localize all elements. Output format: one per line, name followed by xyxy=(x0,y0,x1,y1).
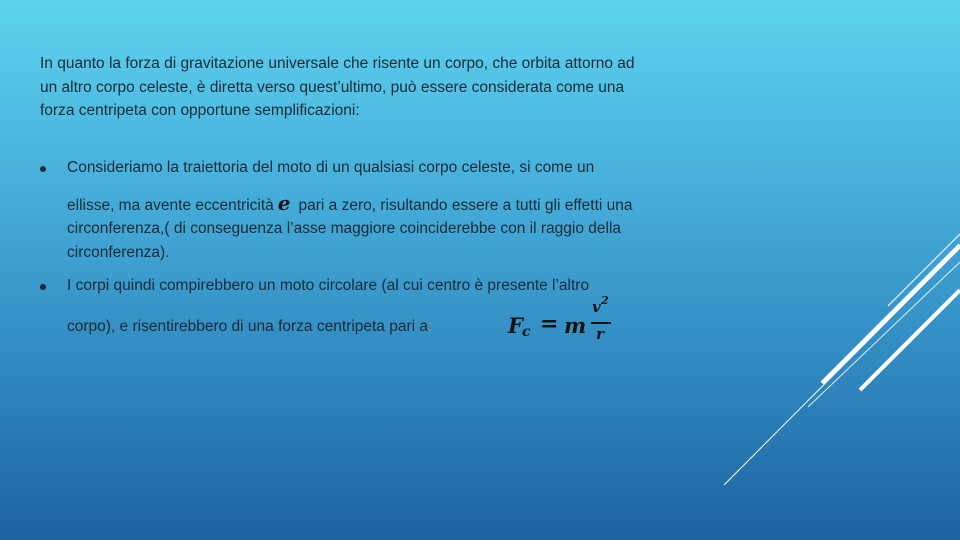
formula-denominator: r xyxy=(596,325,604,343)
formula-force-symbol: F xyxy=(508,313,523,338)
deco-line-thin xyxy=(808,262,960,407)
colon-mark: : xyxy=(428,317,433,335)
eccentricity-symbol: e xyxy=(277,190,291,215)
deco-line-thin xyxy=(724,248,960,485)
formula-exponent: 2 xyxy=(601,294,609,307)
deco-line-thick xyxy=(860,290,960,390)
bullet-line: circonferenza). xyxy=(67,243,170,261)
intro-line: forza centripeta con opportune semplificazioni: xyxy=(40,102,360,119)
bullet-line: Consideriamo la traiettoria del moto di un qualsiasi corpo celeste, si come un xyxy=(67,159,595,176)
intro-line: un altro corpo celeste, è diretta verso quest’ultimo, può essere considerata come una xyxy=(40,78,625,96)
bullet-line: I corpi quindi compirebbero un moto circolare (al cui centro è presente l’altro xyxy=(67,277,590,294)
formula-numerator: v xyxy=(592,298,601,316)
bullet-text-fragment: pari a zero, risultando essere a tutti gli effetti una xyxy=(298,196,633,214)
deco-line-thin xyxy=(888,234,960,306)
formula-subscript: c xyxy=(522,324,531,340)
deco-line-thick xyxy=(822,245,960,383)
bullet-text-fragment: ellisse, ma avente eccentricità xyxy=(67,196,274,214)
formula-equals: = xyxy=(540,311,559,337)
intro-line: In quanto la forza di gravitazione universale che risente un corpo, che orbita attorno ad xyxy=(40,55,635,72)
formula-mass-symbol: m xyxy=(564,313,587,338)
bullet-line: circonferenza,( di conseguenza l’asse maggiore coinciderebbe con il raggio della xyxy=(67,220,622,237)
bullet-text-fragment: corpo), e risentirebbero di una forza centripeta pari a xyxy=(67,317,429,335)
